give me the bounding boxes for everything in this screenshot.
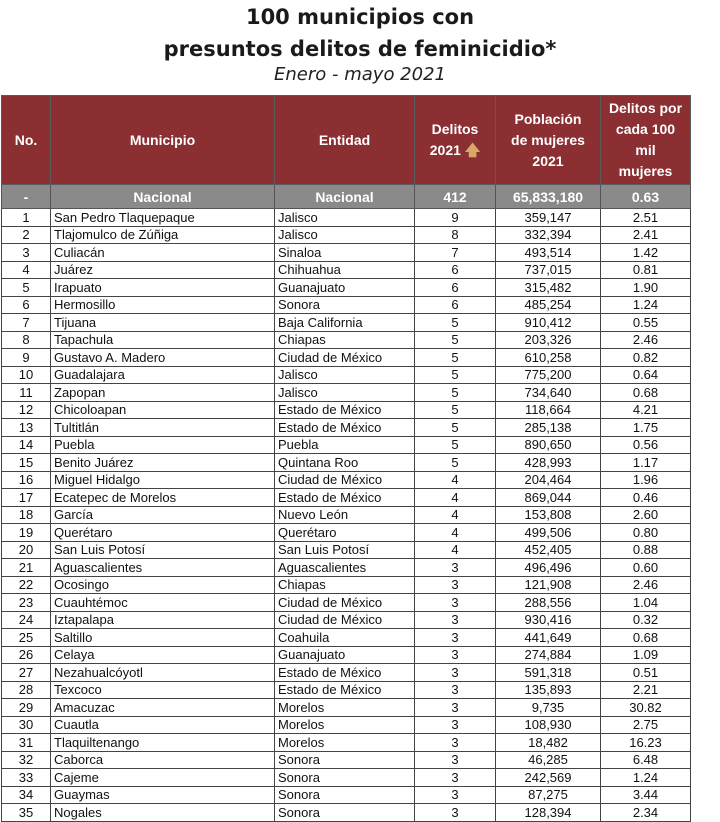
cell-delitos: 3 [415,699,496,717]
table-row [2,524,691,542]
cell-entidad: Sonora [275,804,415,822]
cell-entidad: Aguascalientes [275,559,415,577]
cell-tasa: 0.46 [601,489,691,507]
cell-entidad: San Luis Potosí [275,541,415,559]
cell-municipio: Cajeme [51,769,275,787]
table-row [2,209,691,227]
cell-no: 20 [2,541,51,559]
table-row [2,664,691,682]
cell-municipio: Nogales [51,804,275,822]
cell-no: 2 [2,226,51,244]
cell-no: 6 [2,296,51,314]
cell-municipio: Iztapalapa [51,611,275,629]
cell-delitos: 6 [415,261,496,279]
cell-delitos: 5 [415,436,496,454]
table-row [2,401,691,419]
cell-no: 19 [2,524,51,542]
col-header-entidad: Entidad [275,96,415,185]
table-row [2,314,691,332]
cell-municipio: Tlajomulco de Zúñiga [51,226,275,244]
table-row [2,296,691,314]
table-row [2,261,691,279]
cell-no: 1 [2,209,51,227]
cell-municipio: Texcoco [51,681,275,699]
cell-tasa: 1.24 [601,769,691,787]
cell-entidad: Sonora [275,769,415,787]
cell-no: 28 [2,681,51,699]
table-row [2,366,691,384]
cell-tasa: 1.04 [601,594,691,612]
cell-delitos: 8 [415,226,496,244]
cell-no: 32 [2,751,51,769]
cell-municipio: Aguascalientes [51,559,275,577]
cell-no: 14 [2,436,51,454]
cell-municipio: Celaya [51,646,275,664]
cell-poblacion: 9,735 [496,699,601,717]
cell-municipio: San Luis Potosí [51,541,275,559]
national-delitos: 412 [415,185,496,209]
cell-delitos: 3 [415,804,496,822]
cell-no: 34 [2,786,51,804]
cell-poblacion: 204,464 [496,471,601,489]
cell-entidad: Ciudad de México [275,611,415,629]
cell-tasa: 1.96 [601,471,691,489]
cell-no: 16 [2,471,51,489]
table-row [2,751,691,769]
cell-poblacion: 485,254 [496,296,601,314]
cell-delitos: 3 [415,751,496,769]
cell-municipio: Amacuzac [51,699,275,717]
cell-entidad: Morelos [275,734,415,752]
cell-municipio: Ecatepec de Morelos [51,489,275,507]
cell-poblacion: 359,147 [496,209,601,227]
cell-poblacion: 591,318 [496,664,601,682]
table-row [2,471,691,489]
table-row [2,804,691,822]
table-row [2,646,691,664]
cell-delitos: 5 [415,331,496,349]
cell-poblacion: 128,394 [496,804,601,822]
col-header-delitos-line1: Delitos [431,121,479,137]
table-body [2,185,691,822]
cell-entidad: Morelos [275,716,415,734]
cell-poblacion: 734,640 [496,384,601,402]
cell-tasa: 0.51 [601,664,691,682]
cell-no: 9 [2,349,51,367]
cell-poblacion: 610,258 [496,349,601,367]
cell-entidad: Querétaro [275,524,415,542]
cell-tasa: 0.56 [601,436,691,454]
cell-tasa: 0.64 [601,366,691,384]
table-row [2,349,691,367]
cell-no: 23 [2,594,51,612]
cell-municipio: Zapopan [51,384,275,402]
cell-no: 31 [2,734,51,752]
cell-no: 11 [2,384,51,402]
cell-poblacion: 493,514 [496,244,601,262]
cell-no: 24 [2,611,51,629]
cell-entidad: Estado de México [275,489,415,507]
cell-tasa: 0.60 [601,559,691,577]
cell-delitos: 7 [415,244,496,262]
cell-delitos: 5 [415,314,496,332]
cell-poblacion: 46,285 [496,751,601,769]
cell-delitos: 5 [415,349,496,367]
cell-poblacion: 332,394 [496,226,601,244]
table-row [2,506,691,524]
arrow-up-icon[interactable]: 🡅 [464,142,481,159]
table-row [2,454,691,472]
cell-municipio: Querétaro [51,524,275,542]
cell-entidad: Sonora [275,751,415,769]
cell-delitos: 3 [415,664,496,682]
cell-poblacion: 315,482 [496,279,601,297]
cell-tasa: 2.46 [601,576,691,594]
cell-entidad: Chiapas [275,576,415,594]
cell-delitos: 3 [415,734,496,752]
cell-municipio: Chicoloapan [51,401,275,419]
cell-municipio: Cuautla [51,716,275,734]
national-municipio: Nacional [51,185,275,209]
cell-delitos: 4 [415,489,496,507]
cell-entidad: Guanajuato [275,646,415,664]
cell-municipio: Miguel Hidalgo [51,471,275,489]
cell-delitos: 5 [415,384,496,402]
cell-no: 25 [2,629,51,647]
cell-tasa: 0.68 [601,384,691,402]
cell-entidad: Sonora [275,786,415,804]
cell-delitos: 3 [415,576,496,594]
cell-poblacion: 869,044 [496,489,601,507]
table-row [2,244,691,262]
cell-delitos: 3 [415,594,496,612]
cell-municipio: Juárez [51,261,275,279]
cell-municipio: Irapuato [51,279,275,297]
cell-municipio: Gustavo A. Madero [51,349,275,367]
cell-tasa: 0.88 [601,541,691,559]
cell-municipio: Caborca [51,751,275,769]
cell-municipio: Guaymas [51,786,275,804]
cell-tasa: 0.32 [601,611,691,629]
cell-municipio: Benito Juárez [51,454,275,472]
cell-poblacion: 203,326 [496,331,601,349]
cell-poblacion: 441,649 [496,629,601,647]
cell-entidad: Ciudad de México [275,471,415,489]
cell-municipio: Tlaquiltenango [51,734,275,752]
cell-municipio: Tapachula [51,331,275,349]
table-row [2,541,691,559]
table-row [2,436,691,454]
title-line-1: 100 municipios con [245,5,475,29]
col-header-tasa: Delitos por cada 100 mil mujeres [601,96,691,185]
cell-tasa: 2.60 [601,506,691,524]
cell-tasa: 3.44 [601,786,691,804]
cell-poblacion: 452,405 [496,541,601,559]
cell-no: 27 [2,664,51,682]
cell-no: 5 [2,279,51,297]
cell-tasa: 1.75 [601,419,691,437]
cell-poblacion: 242,569 [496,769,601,787]
table-row [2,734,691,752]
cell-tasa: 2.75 [601,716,691,734]
cell-tasa: 1.24 [601,296,691,314]
cell-tasa: 2.21 [601,681,691,699]
cell-delitos: 3 [415,681,496,699]
cell-tasa: 2.41 [601,226,691,244]
col-header-no: No. [2,96,51,185]
table-row [2,331,691,349]
cell-tasa: 1.09 [601,646,691,664]
cell-tasa: 0.80 [601,524,691,542]
cell-delitos: 9 [415,209,496,227]
cell-no: 13 [2,419,51,437]
cell-no: 22 [2,576,51,594]
cell-delitos: 3 [415,769,496,787]
cell-entidad: Jalisco [275,209,415,227]
cell-delitos: 3 [415,611,496,629]
table-header-row [2,96,691,185]
cell-no: 7 [2,314,51,332]
table-row [2,594,691,612]
cell-delitos: 5 [415,401,496,419]
cell-entidad: Estado de México [275,419,415,437]
cell-poblacion: 775,200 [496,366,601,384]
col-header-municipio: Municipio [51,96,275,185]
municipios-table [1,95,691,822]
title-line-2: presuntos delitos de feminicidio* [163,37,557,61]
table-row [2,699,691,717]
cell-poblacion: 910,412 [496,314,601,332]
cell-poblacion: 87,275 [496,786,601,804]
cell-municipio: Puebla [51,436,275,454]
cell-no: 15 [2,454,51,472]
cell-delitos: 4 [415,506,496,524]
cell-poblacion: 108,930 [496,716,601,734]
cell-tasa: 2.51 [601,209,691,227]
cell-poblacion: 18,482 [496,734,601,752]
cell-municipio: Hermosillo [51,296,275,314]
cell-poblacion: 737,015 [496,261,601,279]
national-no: - [2,185,51,209]
cell-tasa: 1.17 [601,454,691,472]
cell-municipio: Nezahualcóyotl [51,664,275,682]
cell-municipio: Culiacán [51,244,275,262]
cell-entidad: Baja California [275,314,415,332]
cell-delitos: 3 [415,629,496,647]
cell-delitos: 3 [415,716,496,734]
cell-delitos: 5 [415,419,496,437]
national-poblacion: 65,833,180 [496,185,601,209]
cell-entidad: Morelos [275,699,415,717]
cell-no: 12 [2,401,51,419]
cell-no: 26 [2,646,51,664]
cell-tasa: 0.68 [601,629,691,647]
cell-municipio: Tijuana [51,314,275,332]
cell-no: 3 [2,244,51,262]
cell-entidad: Chiapas [275,331,415,349]
cell-municipio: Cuauhtémoc [51,594,275,612]
cell-entidad: Nuevo León [275,506,415,524]
cell-entidad: Estado de México [275,664,415,682]
table-row [2,611,691,629]
national-tasa: 0.63 [601,185,691,209]
table-row [2,384,691,402]
cell-poblacion: 285,138 [496,419,601,437]
cell-entidad: Estado de México [275,681,415,699]
cell-delitos: 6 [415,279,496,297]
table-row [2,419,691,437]
cell-poblacion: 121,908 [496,576,601,594]
cell-poblacion: 135,893 [496,681,601,699]
table-row [2,489,691,507]
cell-entidad: Guanajuato [275,279,415,297]
table-row [2,226,691,244]
cell-poblacion: 153,808 [496,506,601,524]
cell-tasa: 16.23 [601,734,691,752]
cell-no: 4 [2,261,51,279]
cell-delitos: 6 [415,296,496,314]
cell-entidad: Chihuahua [275,261,415,279]
cell-tasa: 0.82 [601,349,691,367]
cell-entidad: Puebla [275,436,415,454]
cell-tasa: 6.48 [601,751,691,769]
cell-poblacion: 930,416 [496,611,601,629]
cell-delitos: 3 [415,559,496,577]
period-subtitle: Enero - mayo 2021 [274,64,446,85]
cell-no: 18 [2,506,51,524]
cell-entidad: Jalisco [275,384,415,402]
national-entidad: Nacional [275,185,415,209]
table-row [2,681,691,699]
cell-entidad: Sinaloa [275,244,415,262]
cell-tasa: 0.81 [601,261,691,279]
cell-entidad: Estado de México [275,401,415,419]
table-row [2,559,691,577]
cell-entidad: Quintana Roo [275,454,415,472]
cell-municipio: Saltillo [51,629,275,647]
cell-delitos: 4 [415,524,496,542]
cell-entidad: Jalisco [275,366,415,384]
table-row [2,629,691,647]
cell-delitos: 5 [415,366,496,384]
cell-municipio: García [51,506,275,524]
col-header-delitos-line2: 2021 [429,142,461,158]
table-row [2,279,691,297]
col-header-delitos[interactable] [415,96,496,185]
cell-poblacion: 499,506 [496,524,601,542]
cell-entidad: Sonora [275,296,415,314]
cell-delitos: 3 [415,646,496,664]
cell-delitos: 3 [415,786,496,804]
cell-no: 17 [2,489,51,507]
cell-poblacion: 288,556 [496,594,601,612]
cell-municipio: Guadalajara [51,366,275,384]
table-row [2,716,691,734]
cell-entidad: Ciudad de México [275,594,415,612]
cell-entidad: Ciudad de México [275,349,415,367]
col-header-poblacion: Población de mujeres 2021 [496,96,601,185]
cell-tasa: 30.82 [601,699,691,717]
cell-no: 30 [2,716,51,734]
cell-no: 10 [2,366,51,384]
cell-poblacion: 496,496 [496,559,601,577]
national-row [2,185,691,209]
table-row [2,576,691,594]
cell-no: 33 [2,769,51,787]
cell-tasa: 2.46 [601,331,691,349]
cell-tasa: 2.34 [601,804,691,822]
cell-municipio: Ocosingo [51,576,275,594]
cell-tasa: 1.90 [601,279,691,297]
cell-no: 21 [2,559,51,577]
cell-poblacion: 428,993 [496,454,601,472]
cell-poblacion: 118,664 [496,401,601,419]
cell-poblacion: 890,650 [496,436,601,454]
cell-entidad: Jalisco [275,226,415,244]
table-row [2,769,691,787]
cell-no: 35 [2,804,51,822]
cell-delitos: 4 [415,541,496,559]
cell-entidad: Coahuila [275,629,415,647]
cell-no: 8 [2,331,51,349]
cell-no: 29 [2,699,51,717]
cell-municipio: San Pedro Tlaquepaque [51,209,275,227]
cell-delitos: 4 [415,471,496,489]
cell-tasa: 0.55 [601,314,691,332]
cell-tasa: 4.21 [601,401,691,419]
cell-poblacion: 274,884 [496,646,601,664]
cell-tasa: 1.42 [601,244,691,262]
cell-delitos: 5 [415,454,496,472]
cell-municipio: Tultitlán [51,419,275,437]
table-row [2,786,691,804]
